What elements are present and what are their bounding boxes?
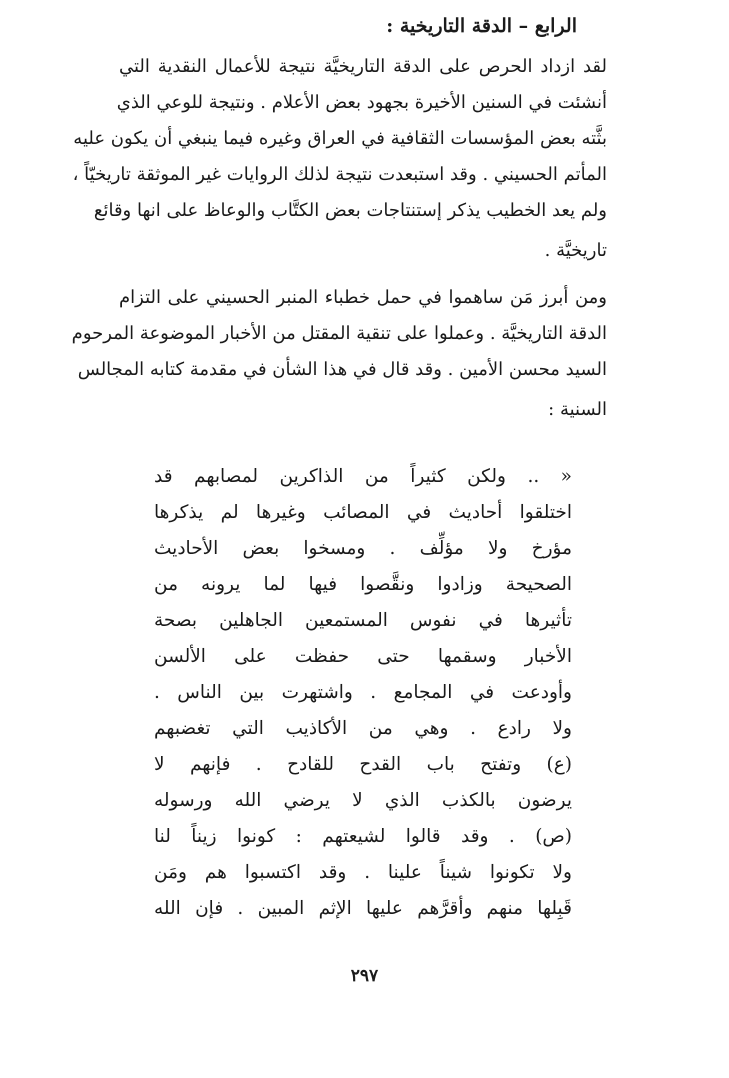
quote-line: تأثيرها في نفوس المستمعين الجاهلين بصحة bbox=[154, 610, 572, 631]
paragraph-line: المأتم الحسيني . وقد استبعدت نتيجة لذلك الروايات غير الموثقة تاريخيّاً ، bbox=[72, 164, 607, 185]
quote-line: « .. ولكن كثيراً من الذاكرين لمصابهم قد bbox=[154, 466, 572, 487]
quote-line: يرضون بالكذب الذي لا يرضي الله ورسوله bbox=[154, 790, 572, 811]
quote-line: وأودعت في المجامع . واشتهرت بين الناس . bbox=[154, 682, 572, 703]
paragraph-line: تاريخيَّة . bbox=[544, 240, 607, 261]
quote-line: (ع) وتفتح باب القدح للقادح . فإنهم لا bbox=[154, 754, 572, 775]
page-number: ٢٩٧ bbox=[350, 966, 379, 986]
paragraph-line: ولم يعد الخطيب يذكر إستنتاجات بعض الكتَّاب والوعاظ على انها وقائع bbox=[93, 200, 607, 221]
quote-line: قَبِلها منهم وأقرَّهم عليها الإثم المبين . فإن الله bbox=[154, 898, 572, 919]
paragraph-line: السيد محسن الأمين . وقد قال في هذا الشأن في مقدمة كتابه المجالس bbox=[77, 359, 607, 380]
quote-line: اختلقوا أحاديث في المصائب وغيرها لم يذكرها bbox=[154, 502, 572, 523]
paragraph-line: الدقة التاريخيَّة . وعملوا على تنقية المقتل من الأخبار الموضوعة المرحوم bbox=[71, 323, 607, 344]
quote-line: ولا تكونوا شيناً علينا . وقد اكتسبوا هم ومَن bbox=[154, 862, 572, 883]
quote-line: الأخبار وسقمها حتى حفظت على الألسن bbox=[154, 646, 572, 667]
paragraph-line: السنية : bbox=[548, 399, 607, 420]
quote-line: الصحيحة وزادوا ونقَّصوا فيها لما يرونه من bbox=[154, 574, 572, 595]
quote-line: (ص) . وقد قالوا لشيعتهم : كونوا زيناً لنا bbox=[154, 826, 572, 847]
section-heading: الرابع – الدقة التاريخية : bbox=[386, 15, 577, 37]
paragraph-line: بثَّته بعض المؤسسات الثقافية في العراق وغيره فيما ينبغي أن يكون عليه bbox=[73, 128, 607, 149]
quote-line: مؤرخ ولا مؤلِّف . ومسخوا بعض الأحاديث bbox=[154, 538, 572, 559]
paragraph-line: ومن أبرز مَن ساهموا في حمل خطباء المنبر الحسيني على التزام bbox=[119, 287, 607, 308]
paragraph-line: لقد ازداد الحرص على الدقة التاريخيَّة نتيجة للأعمال النقدية التي bbox=[119, 56, 607, 77]
quote-line: ولا رادع . وهي من الأكاذيب التي تغضبهم bbox=[154, 718, 572, 739]
paragraph-line: أنشئت في السنين الأخيرة بجهود بعض الأعلام . ونتيجة للوعي الذي bbox=[116, 92, 607, 113]
